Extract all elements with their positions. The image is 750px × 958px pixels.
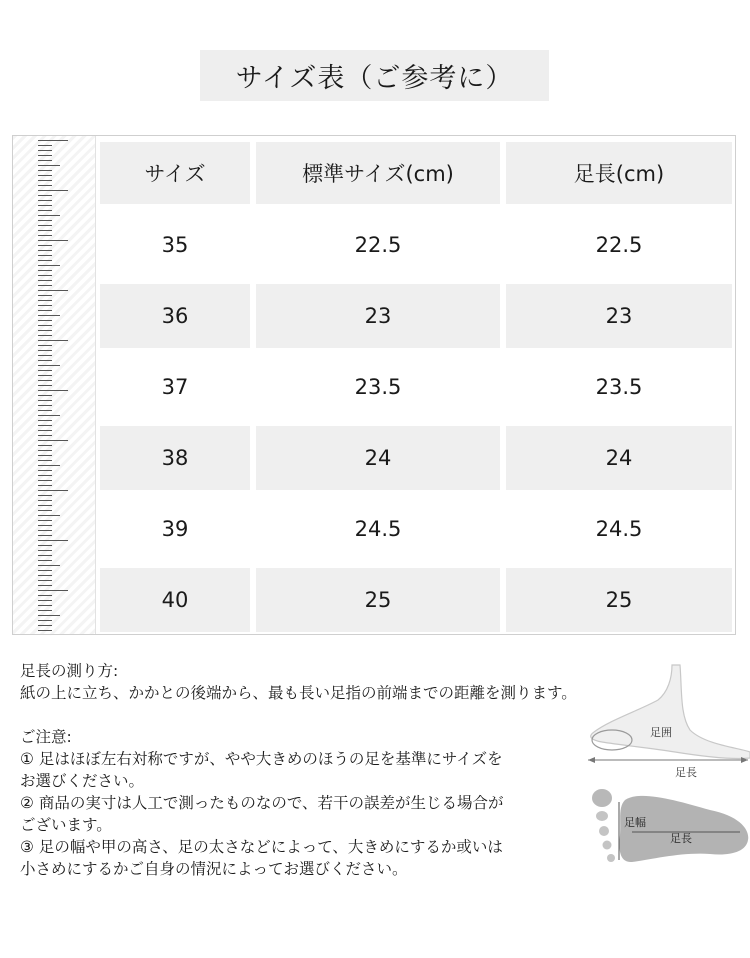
ruler-tick <box>38 585 52 586</box>
ruler-tick <box>38 625 52 626</box>
ruler-tick <box>38 150 52 151</box>
ruler-tick <box>38 320 52 321</box>
ruler-tick <box>38 345 52 346</box>
ruler-tick <box>38 300 52 301</box>
foot-diagram-svg <box>580 660 750 900</box>
ruler-tick <box>38 315 60 316</box>
ruler-tick <box>38 155 52 156</box>
measure-text: 紙の上に立ち、かかとの後端から、最も長い足指の前端までの距離を測ります。 <box>20 684 577 702</box>
ruler-tick <box>38 395 52 396</box>
ruler-tick <box>38 185 52 186</box>
length-label-bottom: 足長 <box>670 832 692 845</box>
ruler-tick <box>38 575 52 576</box>
table-cell: 23 <box>506 284 732 348</box>
toe-print-icon <box>603 841 612 850</box>
ruler-tick <box>38 165 60 166</box>
ruler-tick <box>38 260 52 261</box>
table-cell: 25 <box>506 568 732 632</box>
note-line: 小さめにするかご自身の情況によってお選びください。 <box>20 860 408 878</box>
table-cell: 24 <box>256 426 500 490</box>
ruler-tick <box>38 205 52 206</box>
ruler-tick <box>38 360 52 361</box>
arrow-head-left-icon <box>588 757 595 763</box>
ruler-tick <box>38 535 52 536</box>
ruler-tick <box>38 465 60 466</box>
ruler-tick <box>38 590 68 591</box>
ruler-tick <box>38 390 68 391</box>
ruler-tick <box>38 265 60 266</box>
ruler-tick <box>38 630 52 631</box>
ruler-tick <box>38 425 52 426</box>
ruler-tick <box>38 355 52 356</box>
ruler-tick <box>38 195 52 196</box>
ruler-tick <box>38 400 52 401</box>
measure-heading: 足長の測り方: <box>20 662 119 680</box>
ruler-tick <box>38 605 52 606</box>
ruler-tick <box>38 305 52 306</box>
foot-side-shape <box>591 665 750 759</box>
ruler-tick <box>38 510 52 511</box>
ruler-tick <box>38 145 52 146</box>
ruler-tick <box>38 595 52 596</box>
ruler-tick <box>38 180 52 181</box>
ruler-tick <box>38 225 52 226</box>
ruler-tick <box>38 615 60 616</box>
ruler-tick <box>38 440 68 441</box>
header-foot-length: 足長(cm) <box>506 142 732 204</box>
ruler-tick <box>38 375 52 376</box>
ruler-tick <box>38 340 68 341</box>
ruler-tick <box>38 500 52 501</box>
ruler-tick <box>38 545 52 546</box>
length-label-top: 足長 <box>675 766 697 779</box>
toe-print-icon <box>592 789 612 807</box>
table-cell: 40 <box>100 568 250 632</box>
notes-heading: ご注意: <box>20 728 72 746</box>
ruler-tick <box>38 280 52 281</box>
toe-print-icon <box>607 854 615 862</box>
ruler-tick <box>38 445 52 446</box>
ruler-tick <box>38 325 52 326</box>
note-line: ① 足はほぼ左右対称ですが、やや大きめのほうの足を基準にサイズを <box>20 750 503 768</box>
ruler-tick <box>38 250 52 251</box>
table-cell: 25 <box>256 568 500 632</box>
ruler-tick <box>38 140 68 141</box>
ruler-tick <box>38 370 52 371</box>
ruler-tick <box>38 365 60 366</box>
page-title: サイズ表（ご参考に） <box>235 63 514 94</box>
ruler-tick <box>38 190 68 191</box>
ruler-tick <box>38 495 52 496</box>
ruler-tick <box>38 610 52 611</box>
table-cell: 39 <box>161 517 189 541</box>
ruler-tick <box>38 540 68 541</box>
ruler-tick <box>38 335 52 336</box>
ruler-tick <box>38 230 52 231</box>
table-cell: 24.5 <box>595 517 643 541</box>
ruler-tick <box>38 620 52 621</box>
table-cell: 22.5 <box>354 233 402 257</box>
ruler-tick <box>38 430 52 431</box>
ruler-tick <box>38 255 52 256</box>
ruler-tick <box>38 485 52 486</box>
note-line: ③ 足の幅や甲の高さ、足の太さなどによって、大きめにするか或いは <box>20 838 503 856</box>
header-standard-size: 標準サイズ(cm) <box>256 142 500 204</box>
ruler-tick <box>38 310 52 311</box>
ruler-tick <box>38 505 52 506</box>
ruler-tick <box>38 550 52 551</box>
foot-measure-illustration <box>580 660 750 900</box>
ruler-tick <box>38 420 52 421</box>
ruler-tick <box>38 170 52 171</box>
ruler-decoration <box>13 136 96 634</box>
ruler-tick <box>38 175 52 176</box>
size-table <box>12 135 736 635</box>
table-cell: 24 <box>506 426 732 490</box>
ruler-tick <box>38 245 52 246</box>
ruler-tick <box>38 220 52 221</box>
ruler-tick <box>38 515 60 516</box>
note-line: ございます。 <box>20 816 112 834</box>
ruler-tick <box>38 350 52 351</box>
width-label <box>624 815 646 829</box>
note-line: お選びください。 <box>20 772 145 790</box>
ruler-tick <box>38 525 52 526</box>
ruler-tick <box>38 275 52 276</box>
ruler-tick <box>38 530 52 531</box>
ruler-tick <box>38 450 52 451</box>
ruler-tick <box>38 555 52 556</box>
ruler-tick <box>38 160 52 161</box>
header-size: サイズ <box>100 142 250 204</box>
table-cell: 38 <box>100 426 250 490</box>
table-cell: 35 <box>161 233 189 257</box>
ruler-tick <box>38 330 52 331</box>
ruler-tick <box>38 560 52 561</box>
ruler-tick <box>38 385 52 386</box>
table-cell: 23 <box>256 284 500 348</box>
ruler-tick <box>38 200 52 201</box>
ruler-tick <box>38 380 52 381</box>
toe-print-icon <box>596 811 608 821</box>
ruler-tick <box>38 435 52 436</box>
ruler-tick <box>38 475 52 476</box>
table-cell: 36 <box>100 284 250 348</box>
ruler-tick <box>38 415 60 416</box>
ruler-tick <box>38 210 52 211</box>
ruler-tick <box>38 565 60 566</box>
ruler-tick <box>38 295 52 296</box>
ruler-tick <box>38 480 52 481</box>
ruler-tick <box>38 520 52 521</box>
ruler-tick <box>38 240 68 241</box>
toe-print-icon <box>599 826 609 836</box>
page-title-box <box>200 50 549 101</box>
table-cell: 22.5 <box>595 233 643 257</box>
ruler-tick <box>38 580 52 581</box>
ruler-tick <box>38 600 52 601</box>
ruler-tick <box>38 285 52 286</box>
table-cell: 37 <box>161 375 189 399</box>
ruler-tick <box>38 455 52 456</box>
ruler-tick <box>38 290 68 291</box>
ruler-tick <box>38 270 52 271</box>
ruler-tick <box>38 570 52 571</box>
ruler-tick <box>38 215 60 216</box>
ruler-tick <box>38 405 52 406</box>
ruler-tick <box>38 235 52 236</box>
table-cell: 23.5 <box>595 375 643 399</box>
ruler-tick <box>38 460 52 461</box>
ruler-tick <box>38 410 52 411</box>
table-cell: 24.5 <box>354 517 402 541</box>
girth-label: 足囲 <box>650 726 672 739</box>
ruler-tick <box>38 490 68 491</box>
width-label-chars: 足幅 <box>624 816 646 829</box>
ruler-tick <box>38 470 52 471</box>
table-cell: 23.5 <box>354 375 402 399</box>
note-line: ② 商品の実寸は人工で測ったものなので、若干の誤差が生じる場合が <box>20 794 504 812</box>
notes-section <box>20 660 580 880</box>
